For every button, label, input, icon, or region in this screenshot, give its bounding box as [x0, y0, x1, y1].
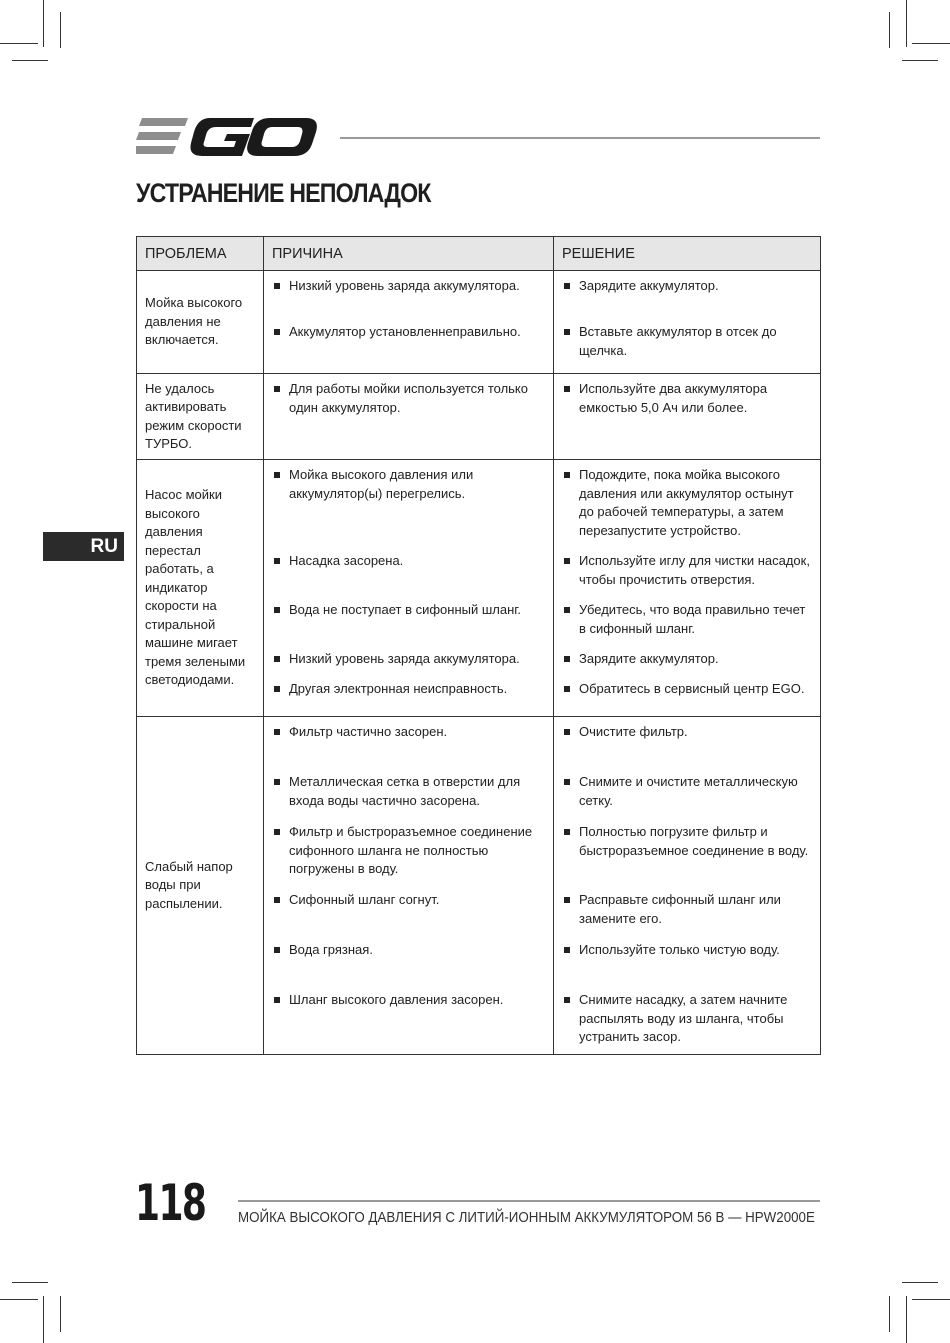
cause-item: Фильтр и быстроразъемное соединение сифонного шланга не полностью погружены в воду.	[274, 823, 543, 891]
crop-mark	[889, 1296, 890, 1332]
crop-mark	[60, 12, 61, 48]
column-header-cause: ПРИЧИНА	[264, 237, 554, 271]
crop-mark	[0, 43, 38, 44]
bullet-icon	[564, 897, 570, 903]
page-title: УСТРАНЕНИЕ НЕПОЛАДОК	[136, 178, 431, 208]
bullet-icon	[274, 997, 280, 1003]
cause-item: Низкий уровень заряда аккумулятора.	[274, 277, 543, 323]
cause-cell	[264, 374, 554, 460]
cause-item: Другая электронная неисправность.	[274, 680, 543, 699]
cause-cell	[264, 271, 554, 374]
bullet-icon	[564, 558, 570, 564]
solution-item: Расправьте сифонный шланг или замените его.	[564, 891, 810, 941]
bullet-icon	[274, 558, 280, 564]
solution-item: Вставьте аккумулятор в отсек до щелчка.	[564, 323, 810, 360]
crop-mark	[12, 1282, 48, 1283]
solution-cell	[554, 717, 821, 1055]
solution-item: Снимите и очистите металлическую сетку.	[564, 773, 810, 823]
solution-item: Зарядите аккумулятор.	[564, 650, 810, 680]
cause-item: Вода не поступает в сифонный шланг.	[274, 601, 543, 650]
bullet-icon	[564, 686, 570, 692]
crop-mark	[12, 60, 48, 61]
table-row	[137, 717, 821, 1055]
table-row	[137, 374, 821, 460]
bullet-icon	[274, 329, 280, 335]
bullet-icon	[564, 947, 570, 953]
crop-mark	[0, 1299, 38, 1300]
solution-item: Используйте только чистую воду.	[564, 941, 810, 991]
crop-mark	[902, 60, 938, 61]
crop-mark	[906, 0, 907, 47]
crop-mark	[43, 1296, 44, 1343]
bullet-icon	[274, 283, 280, 289]
language-tab-label: RU	[90, 535, 118, 557]
bullet-icon	[274, 656, 280, 662]
bullet-icon	[564, 386, 570, 392]
bullet-icon	[564, 829, 570, 835]
cause-cell	[264, 717, 554, 1055]
problem-cell: Слабый напор воды при распылении.	[137, 717, 264, 1055]
solution-item: Снимите насадку, а затем начните распылять воду из шланга, чтобы устранить засор.	[564, 991, 810, 1047]
solution-item: Подождите, пока мойка высокого давления или аккумулятор остынут до рабочей температуры, а затем перезапустите устройство.	[564, 466, 810, 552]
troubleshooting-table	[136, 236, 821, 1055]
solution-item: Обратитесь в сервисный центр EGO.	[564, 680, 810, 699]
solution-cell	[554, 460, 821, 717]
bullet-icon	[274, 686, 280, 692]
cause-cell	[264, 460, 554, 717]
solution-item: Очистите фильтр.	[564, 723, 810, 773]
crop-mark	[906, 1296, 907, 1343]
bullet-icon	[564, 779, 570, 785]
problem-cell: Не удалось активировать режим скорости ТУРБО.	[137, 374, 264, 460]
bullet-icon	[274, 779, 280, 785]
solution-item: Используйте два аккумулятора емкостью 5,0 Ач или более.	[564, 380, 810, 417]
solution-item: Полностью погрузите фильтр и быстроразъемное соединение в воду.	[564, 823, 810, 891]
cause-item: Сифонный шланг согнут.	[274, 891, 543, 941]
crop-mark	[889, 12, 890, 48]
solution-item: Зарядите аккумулятор.	[564, 277, 810, 323]
bullet-icon	[564, 329, 570, 335]
header-rule	[340, 137, 820, 139]
bullet-icon	[564, 283, 570, 289]
bullet-icon	[564, 997, 570, 1003]
cause-item: Фильтр частично засорен.	[274, 723, 543, 773]
cause-item: Низкий уровень заряда аккумулятора.	[274, 650, 543, 680]
footer-text: МОЙКА ВЫСОКОГО ДАВЛЕНИЯ С ЛИТИЙ-ИОННЫМ АККУМУЛЯТОРОМ 56 В — HPW2000E	[238, 1210, 815, 1226]
bullet-icon	[564, 656, 570, 662]
problem-cell: Насос мойки высокого давления перестал работать, а индикатор скорости на стиральной машине мигает тремя зелеными светодиодами.	[137, 460, 264, 717]
cause-item: Насадка засорена.	[274, 552, 543, 601]
cause-item: Мойка высокого давления или аккумулятор(ы) перегрелись.	[274, 466, 543, 552]
bullet-icon	[274, 729, 280, 735]
solution-cell	[554, 271, 821, 374]
solution-item: Используйте иглу для чистки насадок, чтобы прочистить отверстия.	[564, 552, 810, 601]
problem-cell: Мойка высокого давления не включается.	[137, 271, 264, 374]
table-header-row	[137, 237, 821, 271]
crop-mark	[43, 0, 44, 47]
cause-item: Вода грязная.	[274, 941, 543, 991]
language-tab	[43, 532, 124, 561]
bullet-icon	[564, 729, 570, 735]
solution-item: Убедитесь, что вода правильно течет в сифонный шланг.	[564, 601, 810, 650]
bullet-icon	[274, 897, 280, 903]
column-header-solution: РЕШЕНИЕ	[554, 237, 821, 271]
bullet-icon	[274, 829, 280, 835]
column-header-problem: ПРОБЛЕМА	[137, 237, 264, 271]
crop-mark	[60, 1296, 61, 1332]
bullet-icon	[274, 472, 280, 478]
table-row	[137, 271, 821, 374]
crop-mark	[912, 1299, 950, 1300]
table-row	[137, 460, 821, 717]
bullet-icon	[274, 386, 280, 392]
bullet-icon	[564, 607, 570, 613]
bullet-icon	[564, 472, 570, 478]
footer-rule	[238, 1200, 820, 1202]
ego-logo	[136, 116, 322, 158]
bullet-icon	[274, 607, 280, 613]
solution-cell	[554, 374, 821, 460]
bullet-icon	[274, 947, 280, 953]
crop-mark	[902, 1282, 938, 1283]
cause-item: Аккумулятор установленнеправильно.	[274, 323, 543, 342]
cause-item: Шланг высокого давления засорен.	[274, 991, 543, 1010]
page-number: 118	[135, 1174, 206, 1232]
cause-item: Металлическая сетка в отверстии для входа воды частично засорена.	[274, 773, 543, 823]
cause-item: Для работы мойки используется только один аккумулятор.	[274, 380, 543, 417]
crop-mark	[912, 43, 950, 44]
